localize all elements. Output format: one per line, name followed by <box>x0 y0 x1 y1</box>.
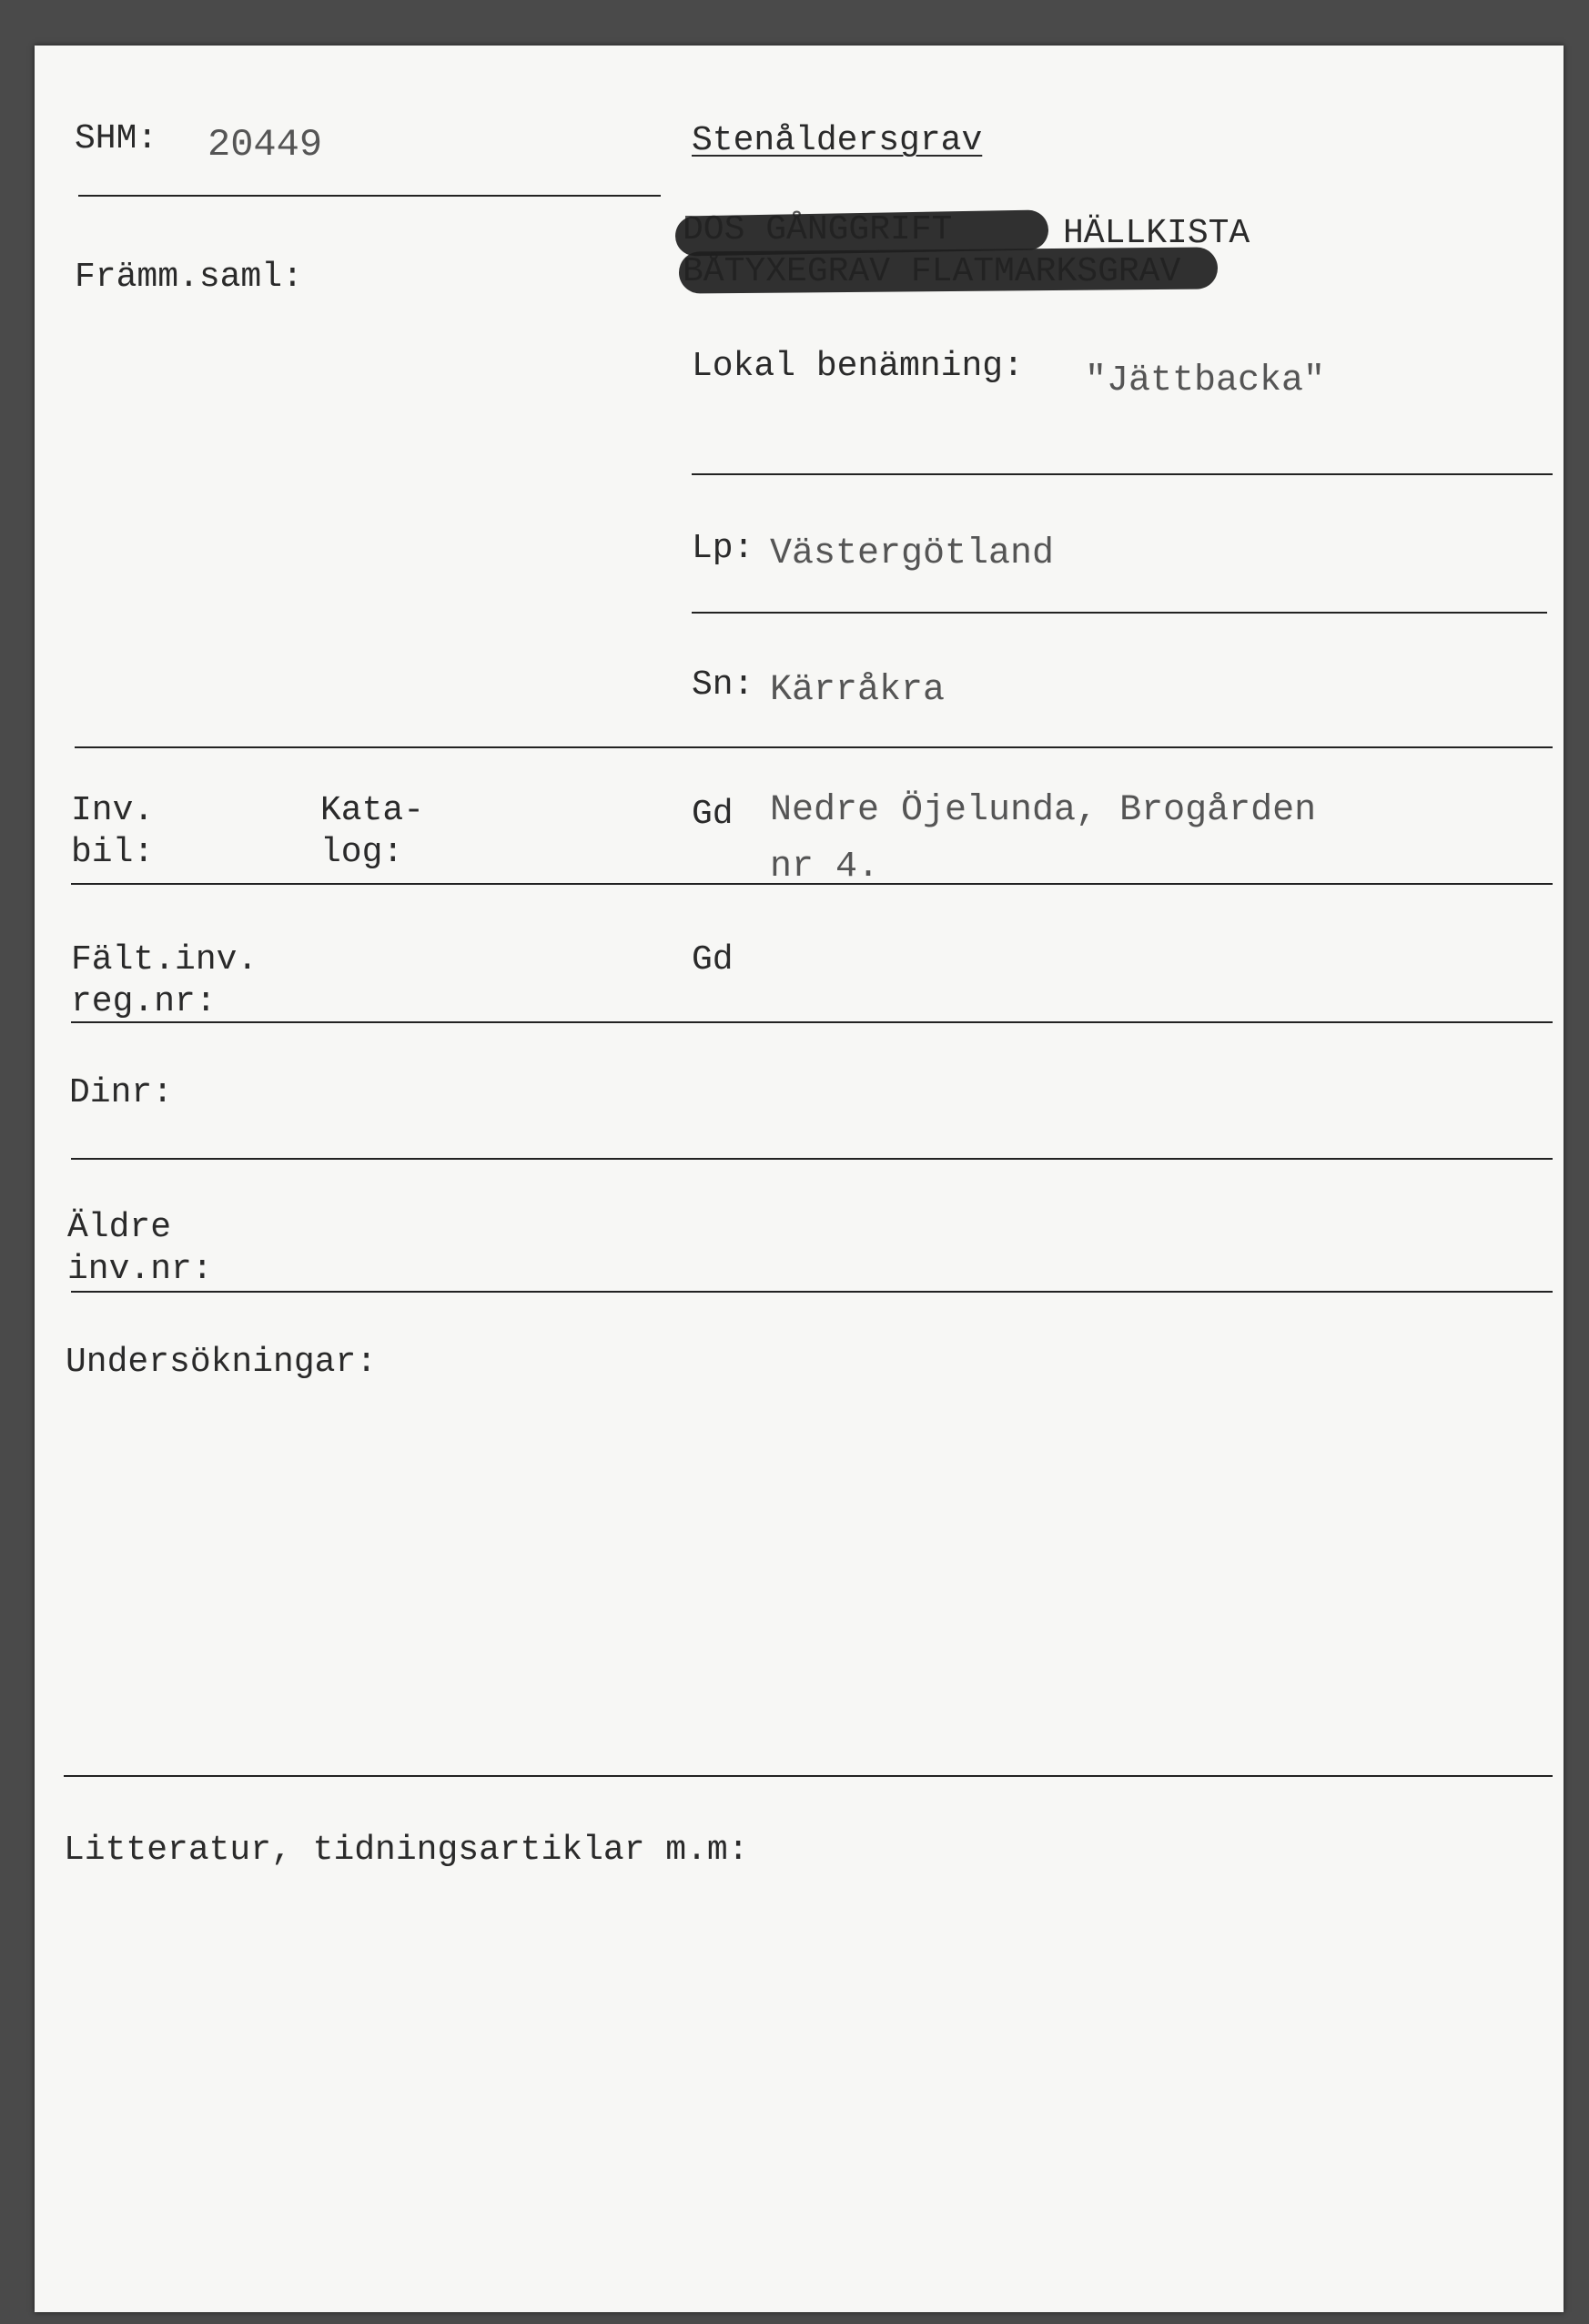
divider <box>692 473 1553 475</box>
gd-value-line-2: nr 4. <box>770 847 880 888</box>
dinr-label: Dinr: <box>69 1073 174 1112</box>
divider <box>71 1158 1553 1160</box>
litteratur-label: Litteratur, tidningsartiklar m.m: <box>64 1831 749 1870</box>
inv-label-2: bil: <box>71 833 155 872</box>
lokal-value: "Jättbacka" <box>1085 360 1326 401</box>
falt-inv-label-1: Fält.inv. <box>71 940 258 979</box>
gd-label-2: Gd <box>692 940 734 979</box>
framm-saml-label: Främm.saml: <box>75 258 303 297</box>
lp-label: Lp: <box>692 529 754 568</box>
category-title: Stenåldersgrav <box>692 121 983 160</box>
catalog-card <box>35 46 1564 2312</box>
falt-inv-label-2: reg.nr: <box>71 982 217 1021</box>
divider <box>71 883 1553 885</box>
divider <box>64 1775 1553 1777</box>
katalog-label-1: Kata- <box>320 791 425 830</box>
divider <box>75 746 1553 748</box>
inv-label-1: Inv. <box>71 791 155 830</box>
undersokningar-label: Undersökningar: <box>66 1343 378 1382</box>
type-value: HÄLLKISTA <box>1063 214 1250 253</box>
gd-value-line-1: Nedre Öjelunda, Brogården <box>770 790 1317 831</box>
lokal-label: Lokal benämning: <box>692 347 1024 386</box>
shm-value: 20449 <box>207 123 323 167</box>
aldre-label-1: Äldre <box>67 1208 172 1247</box>
divider <box>71 1291 1553 1293</box>
gd-label-1: Gd <box>692 795 734 834</box>
divider <box>71 1021 1553 1023</box>
sn-value: Kärråkra <box>770 670 946 711</box>
aldre-label-2: inv.nr: <box>67 1250 213 1289</box>
lp-value: Västergötland <box>770 533 1055 574</box>
katalog-label-2: log: <box>320 833 404 872</box>
shm-label: SHM: <box>75 119 158 158</box>
sn-label: Sn: <box>692 665 754 705</box>
divider <box>78 195 661 197</box>
divider <box>692 612 1547 614</box>
